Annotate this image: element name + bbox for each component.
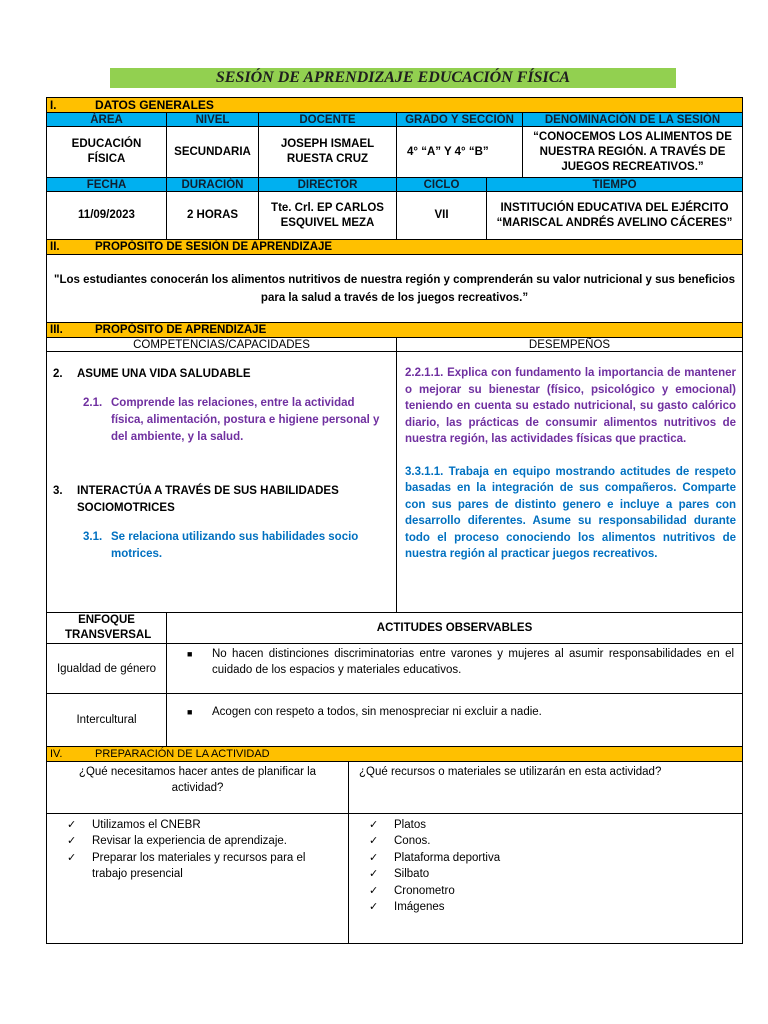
competencia-1-number: 2. (53, 368, 63, 380)
enfoque-igualdad: Igualdad de género (47, 644, 167, 694)
capacidad-2 (53, 529, 388, 563)
check-icon: ✓ (369, 884, 379, 897)
capacidad-2-number: 3.1. (83, 531, 103, 543)
question-before: ¿Qué necesitamos hacer antes de planificar la actividad? (47, 762, 349, 814)
session-purpose-row (47, 255, 743, 323)
question-resources: ¿Qué recursos o materiales se utilizarán en esta actividad? (349, 762, 743, 814)
header-actitudes: ACTITUDES OBSERVABLES (167, 613, 743, 644)
material-item (369, 833, 736, 849)
section-1-header (47, 98, 743, 113)
general-data-headers-a (47, 113, 743, 127)
section-4-header (47, 747, 743, 762)
actitud-intercultural: Acogen con respeto a todos, sin menospreciar ni excluir a nadie. (212, 706, 542, 718)
material-item (369, 866, 736, 882)
check-icon: ✓ (67, 819, 77, 831)
enfoques-header-row (47, 613, 743, 644)
header-duracion: DURACIÓN (167, 178, 259, 192)
value-denominacion: “CONOCEMOS LOS ALIMENTOS DE NUESTRA REGIÓN. A TRAVÉS DE JUEGOS RECREATIVOS.” (523, 127, 743, 178)
square-bullet-icon: ■ (187, 649, 193, 659)
task-item (67, 817, 342, 833)
task-text: Utilizamos el CNEBR (92, 819, 201, 831)
value-docente: JOSEPH ISMAEL RUESTA CRUZ (259, 127, 397, 178)
header-tiempo: TIEMPO (487, 178, 743, 192)
value-tiempo: INSTITUCIÓN EDUCATIVA DEL EJÉRCITO “MARISCAL ANDRÉS AVELINO CÁCERES” (487, 192, 743, 240)
header-area: ÁREA (47, 113, 167, 127)
material-text: Imágenes (394, 901, 445, 914)
desempenos-cell (397, 352, 743, 613)
section-4-number: IV. (50, 748, 63, 760)
section-3-title: PROPÓSITO DE APRENDIZAJE (95, 324, 267, 336)
competencia-2-number: 3. (53, 485, 63, 497)
competencia-1 (53, 366, 388, 383)
material-text: Plataforma deportiva (394, 851, 501, 864)
section-2-header (47, 240, 743, 255)
section-1-title: DATOS GENERALES (95, 98, 214, 112)
material-text: Cronometro (394, 884, 455, 897)
header-enfoque: ENFOQUE TRANSVERSAL (47, 613, 167, 644)
value-ciclo: VII (397, 192, 487, 240)
competencia-1-text: ASUME UNA VIDA SALUDABLE (77, 368, 251, 380)
learning-purpose-headers (47, 338, 743, 352)
material-text: Conos. (394, 835, 431, 848)
header-grado: GRADO Y SECCIÓN (397, 113, 523, 127)
value-grado: 4° “A” Y 4° “B” (397, 127, 523, 178)
competencia-2-text: INTERACTÚA A TRAVÉS DE SUS HABILIDADES SOCIOMOTRICES (77, 485, 339, 514)
square-bullet-icon: ■ (187, 707, 193, 717)
section-2-number: II. (50, 241, 60, 253)
check-icon: ✓ (369, 819, 379, 831)
actitud-igualdad-cell (167, 644, 743, 694)
enfoque-intercultural: Intercultural (47, 694, 167, 747)
value-area: EDUCACIÓN FÍSICA (47, 127, 167, 178)
value-director: Tte. Crl. EP CARLOS ESQUIVEL MEZA (259, 192, 397, 240)
header-denominacion: DENOMINACIÓN DE LA SESIÓN (523, 113, 743, 127)
session-purpose-text: "Los estudiantes conocerán los alimentos nutritivos de nuestra región y comprenderán su valor nutricional y sus beneficios para la salud a través de los juegos recreativos.” (47, 255, 743, 323)
preparation-lists-row (47, 814, 743, 944)
task-item (67, 833, 342, 849)
material-item (369, 817, 736, 833)
material-item (369, 899, 736, 915)
header-nivel: NIVEL (167, 113, 259, 127)
header-competencias: COMPETENCIAS/CAPACIDADES (47, 338, 397, 352)
session-table (46, 97, 743, 944)
value-duracion: 2 HORAS (167, 192, 259, 240)
task-list (47, 814, 349, 944)
check-icon: ✓ (369, 901, 379, 914)
check-icon: ✓ (67, 835, 77, 848)
capacidad-1-number: 2.1. (83, 397, 103, 409)
task-text: Preparar los materiales y recursos para el trabajo presencial (92, 851, 306, 881)
section-3-number: III. (50, 324, 63, 336)
actitud-intercultural-cell (167, 694, 743, 747)
material-text: Silbato (394, 868, 430, 881)
competencia-2 (53, 483, 388, 517)
header-desempenos: DESEMPEÑOS (397, 338, 743, 352)
learning-purpose-row (47, 352, 743, 613)
section-3-header (47, 323, 743, 338)
check-icon: ✓ (369, 835, 379, 848)
material-text: Platos (394, 819, 426, 831)
value-fecha: 11/09/2023 (47, 192, 167, 240)
section-1-number: I. (50, 100, 57, 112)
material-item (369, 883, 736, 899)
check-icon: ✓ (369, 851, 379, 864)
session-title: SESIÓN DE APRENDIZAJE EDUCACIÓN FÍSICA (110, 68, 676, 88)
enfoque-row-intercultural (47, 694, 743, 747)
check-icon: ✓ (369, 868, 379, 881)
desempeno-2: 3.3.1.1. Trabaja en equipo mostrando actitudes de respeto basadas en la integración de sus compañeros. Comparte con sus pares de distinto genero e incluye a pares con desarrollo diferentes. Asume su responsabilidad durante todo el proceso conociendo los alimentos nutritivos de nuestra región al practicar juegos recreativos. (405, 465, 737, 560)
general-data-headers-b (47, 178, 743, 192)
task-text: Revisar la experiencia de aprendizaje. (92, 835, 287, 848)
preparation-questions-row (47, 762, 743, 814)
task-item (67, 850, 342, 883)
competencias-cell (47, 352, 397, 613)
materials-list (349, 814, 743, 944)
header-docente: DOCENTE (259, 113, 397, 127)
header-ciclo: CICLO (397, 178, 487, 192)
capacidad-1 (53, 395, 388, 446)
capacidad-2-text: Se relaciona utilizando sus habilidades socio motrices. (111, 531, 359, 560)
general-data-values-a (47, 127, 743, 178)
enfoque-row-igualdad (47, 644, 743, 694)
check-icon: ✓ (67, 851, 77, 864)
material-item (369, 850, 736, 866)
value-nivel: SECUNDARIA (167, 127, 259, 178)
actitud-igualdad: No hacen distinciones discriminatorias entre varones y mujeres al asumir responsabilidades en el cuidado de los espacios y materiales educativos. (212, 648, 735, 676)
section-4-title: PREPARACIÓN DE LA ACTIVIDAD (95, 748, 270, 760)
desempeno-1: 2.2.1.1. Explica con fundamento la importancia de mantener o mejorar su bienestar (físico, psicológico y emocional) teniendo en cuenta su estado nutricional, su gasto calórico diario, las prácticas de consumir alimentos nutritivos de nuestra región, las actividades físicas que practica. (405, 367, 737, 445)
header-fecha: FECHA (47, 178, 167, 192)
header-director: DIRECTOR (259, 178, 397, 192)
general-data-values-b (47, 192, 743, 240)
capacidad-1-text: Comprende las relaciones, entre la actividad física, alimentación, postura e higiene personal y del ambiente, y la salud. (111, 397, 380, 443)
section-2-title: PROPÓSITO DE SESIÓN DE APRENDIZAJE (95, 241, 333, 253)
